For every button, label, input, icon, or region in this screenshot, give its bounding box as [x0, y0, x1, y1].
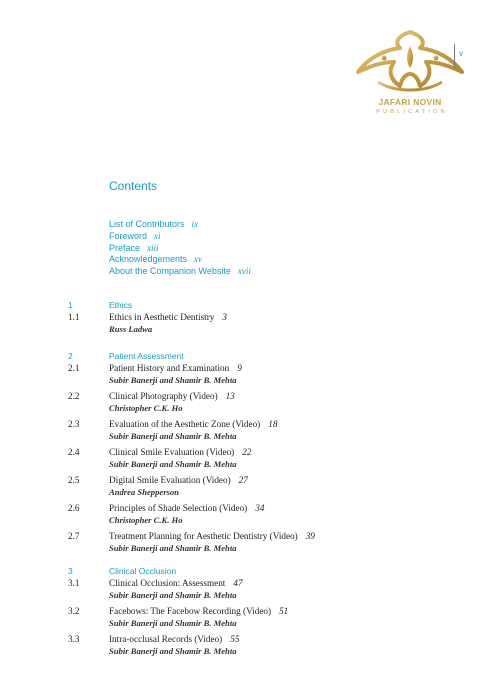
contents-title: Contents — [109, 179, 158, 193]
entry-number: 3.3 — [68, 634, 80, 644]
entry-author-row — [0, 402, 500, 414]
front-matter-page: xv — [194, 254, 203, 265]
entry-author: Christopher C.K. Ho — [109, 515, 183, 525]
chapter-heading[interactable] — [0, 350, 500, 362]
front-matter-item[interactable] — [109, 266, 251, 278]
chapter-number: 1 — [68, 300, 73, 310]
chapter-title: Ethics — [109, 300, 133, 310]
entry-author: Andrea Shepperson — [109, 487, 179, 497]
front-matter-page: xi — [154, 230, 161, 241]
entry-title: Facebows: The Facebow Recording (Video) — [109, 606, 272, 616]
entry-title: Intra-occlusal Records (Video) — [109, 634, 223, 644]
front-matter-label: Preface — [109, 242, 141, 253]
entry-page: 9 — [237, 363, 242, 373]
front-matter-label: About the Companion Website — [109, 266, 231, 277]
entry-title: Evaluation of the Aesthetic Zone (Video) — [109, 419, 261, 429]
entry-page: 13 — [225, 391, 235, 401]
entry-title: Clinical Photography (Video) — [109, 391, 218, 401]
logo-name: JAFARI NOVIN — [378, 97, 442, 107]
entry-number: 2.5 — [68, 475, 80, 485]
entry-author: Subir Banerji and Shamir B. Mehta — [109, 590, 237, 600]
front-matter-item[interactable] — [109, 243, 251, 255]
entry-author-row — [0, 374, 500, 386]
entry-author: Russ Ladwa — [109, 324, 153, 334]
toc-entry[interactable] — [0, 311, 500, 323]
entry-author: Subir Banerji and Shamir B. Mehta — [109, 646, 237, 656]
chapter-title: Clinical Occlusion — [109, 566, 177, 576]
toc-entry[interactable] — [0, 577, 500, 589]
publisher-logo — [352, 28, 472, 123]
front-matter-label: List of Contributors — [109, 219, 185, 229]
entry-author-row — [0, 617, 500, 629]
chapter-2-section — [0, 350, 500, 554]
front-matter-page: xvii — [237, 266, 251, 277]
entry-title: Patient History and Examination — [109, 363, 230, 373]
entry-page: 34 — [255, 503, 265, 513]
front-matter-list — [109, 219, 251, 278]
chapter-1-section — [0, 299, 500, 335]
entry-page: 3 — [222, 312, 227, 322]
front-matter-page: xiii — [147, 242, 159, 253]
entry-number: 1.1 — [68, 312, 80, 322]
entry-title: Ethics in Aesthetic Dentistry — [109, 312, 215, 322]
toc-entry[interactable] — [0, 362, 500, 374]
entry-page: 55 — [230, 634, 240, 644]
entry-author: Subir Banerji and Shamir B. Mehta — [109, 543, 237, 553]
front-matter-label: Foreword — [109, 230, 148, 241]
entry-number: 2.4 — [68, 447, 80, 457]
toc-entry[interactable] — [0, 390, 500, 402]
entry-title: Treatment Planning for Aesthetic Dentistry (Video) — [109, 531, 298, 541]
entry-author: Subir Banerji and Shamir B. Mehta — [109, 431, 237, 441]
toc-entry[interactable] — [0, 605, 500, 617]
entry-title: Digital Smile Evaluation (Video) — [109, 475, 231, 485]
entry-author-row — [0, 589, 500, 601]
entry-page: 18 — [268, 419, 278, 429]
toc-entry[interactable] — [0, 474, 500, 486]
entry-author: Subir Banerji and Shamir B. Mehta — [109, 618, 237, 628]
chapter-heading[interactable] — [0, 565, 500, 577]
entry-number: 3.2 — [68, 606, 80, 616]
entry-author-row — [0, 542, 500, 554]
front-matter-item[interactable] — [109, 254, 251, 266]
entry-author: Subir Banerji and Shamir B. Mehta — [109, 459, 237, 469]
chapter-number: 2 — [68, 351, 73, 361]
entry-number: 2.2 — [68, 391, 80, 401]
page-number-rule — [454, 44, 455, 68]
entry-number: 2.3 — [68, 419, 80, 429]
entry-author-row — [0, 323, 500, 335]
entry-page: 39 — [305, 531, 315, 541]
toc-entry[interactable] — [0, 418, 500, 430]
entry-page: 47 — [233, 578, 243, 588]
entry-title: Clinical Smile Evaluation (Video) — [109, 447, 235, 457]
entry-author: Christopher C.K. Ho — [109, 403, 183, 413]
entry-author-row — [0, 458, 500, 470]
entry-number: 3.1 — [68, 578, 80, 588]
front-matter-label: Acknowledgements — [109, 254, 188, 265]
entry-author: Subir Banerji and Shamir B. Mehta — [109, 375, 237, 385]
chapter-3-section — [0, 565, 500, 657]
entry-number: 2.1 — [68, 363, 80, 373]
toc-entry[interactable] — [0, 446, 500, 458]
front-matter-page: ix — [191, 219, 199, 229]
entry-page: 27 — [238, 475, 248, 485]
entry-number: 2.6 — [68, 503, 80, 513]
page-number: v — [459, 49, 463, 58]
entry-page: 51 — [279, 606, 289, 616]
logo-subtitle: PUBLICATION — [376, 109, 448, 115]
logo-emblem-icon — [354, 28, 466, 96]
entry-title: Clinical Occlusion: Assessment — [109, 578, 226, 588]
toc-entry[interactable] — [0, 633, 500, 645]
chapter-heading[interactable] — [0, 299, 500, 311]
chapter-number: 3 — [68, 566, 73, 576]
entry-page: 22 — [242, 447, 252, 457]
entry-author-row — [0, 645, 500, 657]
entry-author-row — [0, 430, 500, 442]
front-matter-item[interactable] — [109, 231, 251, 243]
toc-entry[interactable] — [0, 530, 500, 542]
chapter-title: Patient Assessment — [109, 351, 184, 361]
toc-entry[interactable] — [0, 502, 500, 514]
front-matter-item[interactable] — [109, 219, 251, 231]
entry-author-row — [0, 486, 500, 498]
entry-number: 2.7 — [68, 531, 80, 541]
entry-title: Principles of Shade Selection (Video) — [109, 503, 248, 513]
entry-author-row — [0, 514, 500, 526]
